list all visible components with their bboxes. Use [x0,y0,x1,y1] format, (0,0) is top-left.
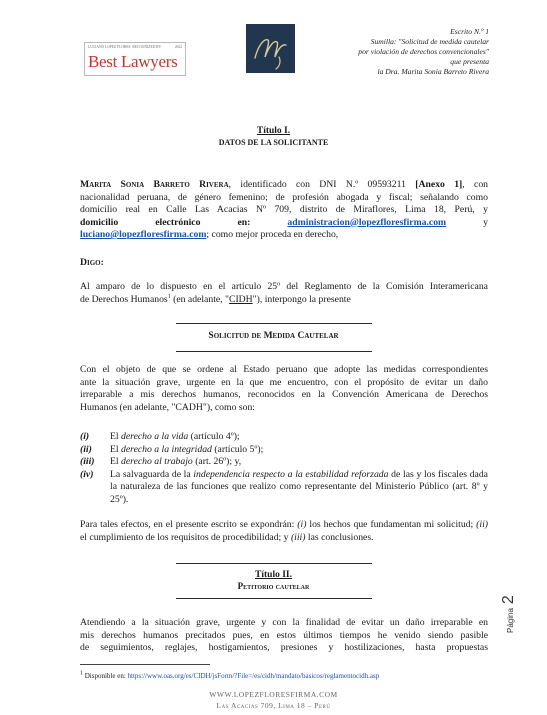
intro-line-1 [80,179,488,192]
list-text: (art. 26º); y, [192,456,242,467]
amparo-text: de Derechos Humanos [80,293,168,305]
efectos-text: el cumplimiento de los requisitos de procedibilidad; y [80,531,291,543]
list-item [80,456,488,469]
intro-word: y [483,216,488,228]
lopez-flores-monogram-icon [246,24,295,73]
intro-line-5 [80,229,488,242]
intro-text: ; como mejor proceda en derecho, [206,229,339,240]
list-num: (ii) [80,443,92,455]
title-1 [0,126,547,147]
badge-name: Best Lawyers [88,52,178,71]
list-text: (artículo 5º); [211,443,264,455]
objeto-line-4: Humanos (en adelante, "CADH"), como son: [80,401,255,413]
email-link-luciano[interactable]: luciano@lopezfloresfirma.com [80,229,207,240]
header-line: Sumilla: "Solicitud de medida cautelar [370,37,489,46]
page-word: Página [506,608,515,633]
efectos-num: (i) [297,519,307,530]
efectos-text: Para tales efectos, en el presente escrito se expondrán: [80,519,298,530]
petitorio-line-2: mis derechos humanos precitados pues, en estos últimos tiempos he venido siendo pasible [80,629,488,641]
cidh-abbrev: CIDH [228,293,253,305]
footnote-label: Disponible en: [83,672,128,680]
section-solicitud-heading: Solicitud de Medida Cautelar [208,331,339,341]
amparo-text: "), interpongo la presente [252,293,351,305]
digo-text: Digo [80,257,101,268]
efectos-num: (iii) [290,531,306,543]
footer-website: WWW.LOPEZFLORESFIRMA.COM [209,690,338,699]
intro-word: electrónico [155,216,201,228]
section-rule-top [176,323,372,324]
list-item [80,469,488,509]
footnote-rule [80,664,210,665]
title-1-heading: Título I. [256,126,291,136]
objeto-line-2: ante la situación grave, urgente en la que me encuentro, con el propósito de evitar un daño [80,376,488,388]
badge-year: 2022 [174,45,182,49]
section-rule-bottom [176,598,372,599]
page-digit: 2 [500,595,517,605]
amparo-line-1: Al amparo de lo dispuesto en el artículo 25º del Reglamento de la Comisión Interamericana [80,281,488,292]
list-italic: independencia respecto a la estabilidad reforzada [193,468,389,480]
efectos-text: las conclusiones. [305,531,374,543]
list-italic: derecho al trabajo [121,456,193,467]
badge-recognized-text: RECOGNIZED BY [132,45,162,49]
list-text: La salvaguarda de la [110,468,194,480]
badge-top-line [88,45,182,49]
list-italic: derecho a la vida [121,431,189,442]
title-2-heading: Título II. [255,570,292,580]
anexo-ref: [Anexo 1] [415,179,463,190]
intro-word: domicilio [80,216,119,228]
header-line: Escrito N.º 1 [450,27,489,36]
intro-word: en: [237,216,251,228]
email-link-admin[interactable]: administracion@lopezfloresfirma.com [287,216,447,228]
digo-label: Digo: [80,257,104,268]
list-item [80,444,488,457]
amparo-text: (en adelante, " [170,293,229,305]
section-rule-top [176,563,372,564]
intro-text: , identificado con DNI N.º 09593211 [228,179,416,190]
footnote [80,672,379,680]
objeto-line-3: irreparable a mis derechos humanos, reconocidos en la Convención Americana de Derechos [80,389,488,400]
amparo-line-2 [80,294,488,307]
footnote-num: 1 [80,670,83,677]
list-text: (artículo 4º); [188,431,240,442]
header-line: por violación de derechos convencionales" [358,47,489,56]
list-num: (i) [80,431,90,442]
list-num: (iv) [80,468,94,480]
footer-address: Las Acacias 709, Lima 18 – Perú [216,701,331,710]
header-line: la Dra. Marita Sonia Barreto Rivera [377,67,489,76]
footnote-url-link[interactable]: https://www.oas.org/es/CIDH/jsForm/?File=/es/cidh/mandato/basicos/reglamentocidh.asp [127,672,380,680]
efectos-paragraph [80,519,488,544]
list-italic: derecho a la integridad [121,443,212,455]
list-text: El [110,456,122,467]
best-lawyers-badge [84,42,186,76]
title-2 [0,570,547,591]
list-text: de las y los fiscales dada la naturaleza de las funciones que realizo como representante del Ministerio Público (art. 8º y 25º). [110,468,488,505]
petitorio-line-1: Atendiendo a la situación grave, urgente y con la finalidad de evitar un daño irreparable en [80,617,488,628]
title-2-subheading: Petitorio cautelar [237,581,310,591]
intro-line-3: domicilio real en Calle Las Acacias Nº 709, distrito de Miraflores, Lima 18, Perú, y [80,204,488,215]
efectos-text: los hechos que fundamentan mi solicitud; [306,519,477,530]
intro-text: , con [462,179,489,190]
intro-line-4 [80,217,488,230]
section-rule-bottom [176,351,372,352]
list-text: El [110,431,122,442]
badge-firm-text: LUCIANO LÓPEZ FLORES [88,45,131,49]
petitorio-line-3: de seguimientos, reglajes, hostigamientos, presiones y hostilizaciones, hasta propuestas [80,642,488,653]
intro-line-2: nacionalidad peruana, de género femenino; de profesión abogada y fiscal; señalando como [80,191,488,203]
footnote-ref[interactable]: 1 [167,293,171,300]
applicant-name: Marita Sonia Barreto Rivera [80,179,229,190]
efectos-num: (ii) [476,519,488,530]
page-number [500,573,530,633]
list-num: (iii) [80,456,95,467]
title-1-subheading: DATOS DE LA SOLICITANTE [218,138,329,147]
header-line: que presenta [450,57,489,66]
list-item [80,431,488,444]
list-text: El [110,443,122,455]
header-summary [289,27,489,77]
objeto-line-1: Con el objeto de que se ordene al Estado peruano que adopte las medidas correspondientes [80,364,488,375]
